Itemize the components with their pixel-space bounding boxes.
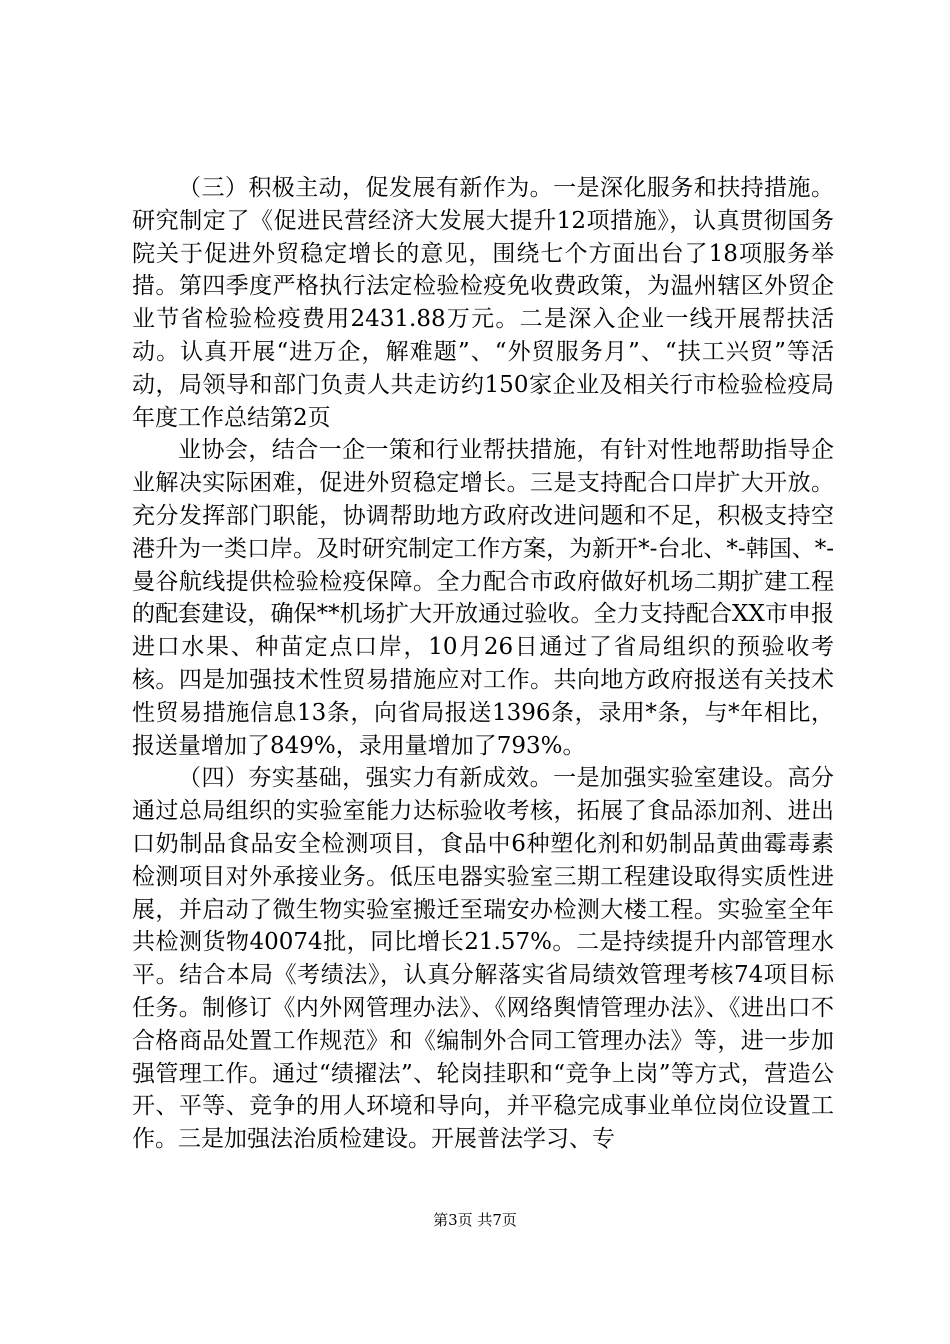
page-footer: 第3页 共7页 <box>433 1211 517 1229</box>
paragraph-section-3: （三）积极主动，促发展有新作为。一是深化服务和扶持措施。研究制定了《促进民营经济大发展大提升12项措施》，认真贯彻国务院关于促进外贸稳定增长的意见，围绕七个方面出台了18项服务举措。第四季度严格执行法定检验检疫免收费政策，为温州辖区外贸企业节省检验检疫费用2431.88万元。二是深入企业一线开展帮扶活动。认真开展“进万企，解难题”、“外贸服务月”、“扶工兴贸”等活动，局领导和部门负责人共走访约150家企业及相关行市检验检疫局年度工作总结第2页 <box>132 175 834 431</box>
paragraph-continuation: 业协会，结合一企一策和行业帮扶措施，有针对性地帮助指导企业解决实际困难，促进外贸稳定增长。三是支持配合口岸扩大开放。充分发挥部门职能，协调帮助地方政府改进问题和不足，积极支持空港升为一类口岸。及时研究制定工作方案，为新开*-台北、*-韩国、*-曼谷航线提供检验检疫保障。全力配合市政府做好机场二期扩建工程的配套建设，确保**机场扩大开放通过验收。全力支持配合XX市申报进口水果、种苗定点口岸，10月26日通过了省局组织的预验收考核。四是加强技术性贸易措施应对工作。共向地方政府报送有关技术性贸易措施信息13条，向省局报送1396条，录用*条，与*年相比，报送量增加了849%，录用量增加了793%。 <box>132 437 834 759</box>
document-body <box>132 172 834 1156</box>
paragraph-section-4: （四）夯实基础，强实力有新成效。一是加强实验室建设。高分通过总局组织的实验室能力达标验收考核，拓展了食品添加剂、进出口奶制品食品安全检测项目，食品中6种塑化剂和奶制品黄曲霉毒素检测项目对外承接业务。低压电器实验室三期工程建设取得实质性进展，并启动了微生物实验室搬迁至瑞安办检测大楼工程。实验室全年共检测货物40074批，同比增长21.57%。二是持续提升内部管理水平。结合本局《考绩法》，认真分解落实省局绩效管理考核74项目标任务。制修订《内外网管理办法》、《网络舆情管理办法》、《进出口不合格商品处置工作规范》和《编制外合同工管理办法》等，进一步加强管理工作。通过“绩擢法”、轮岗挂职和“竞争上岗”等方式，营造公开、平等、竞争的用人环境和导向，并平稳完成事业单位岗位设置工作。三是加强法治质检建设。开展普法学习、专 <box>132 765 834 1153</box>
